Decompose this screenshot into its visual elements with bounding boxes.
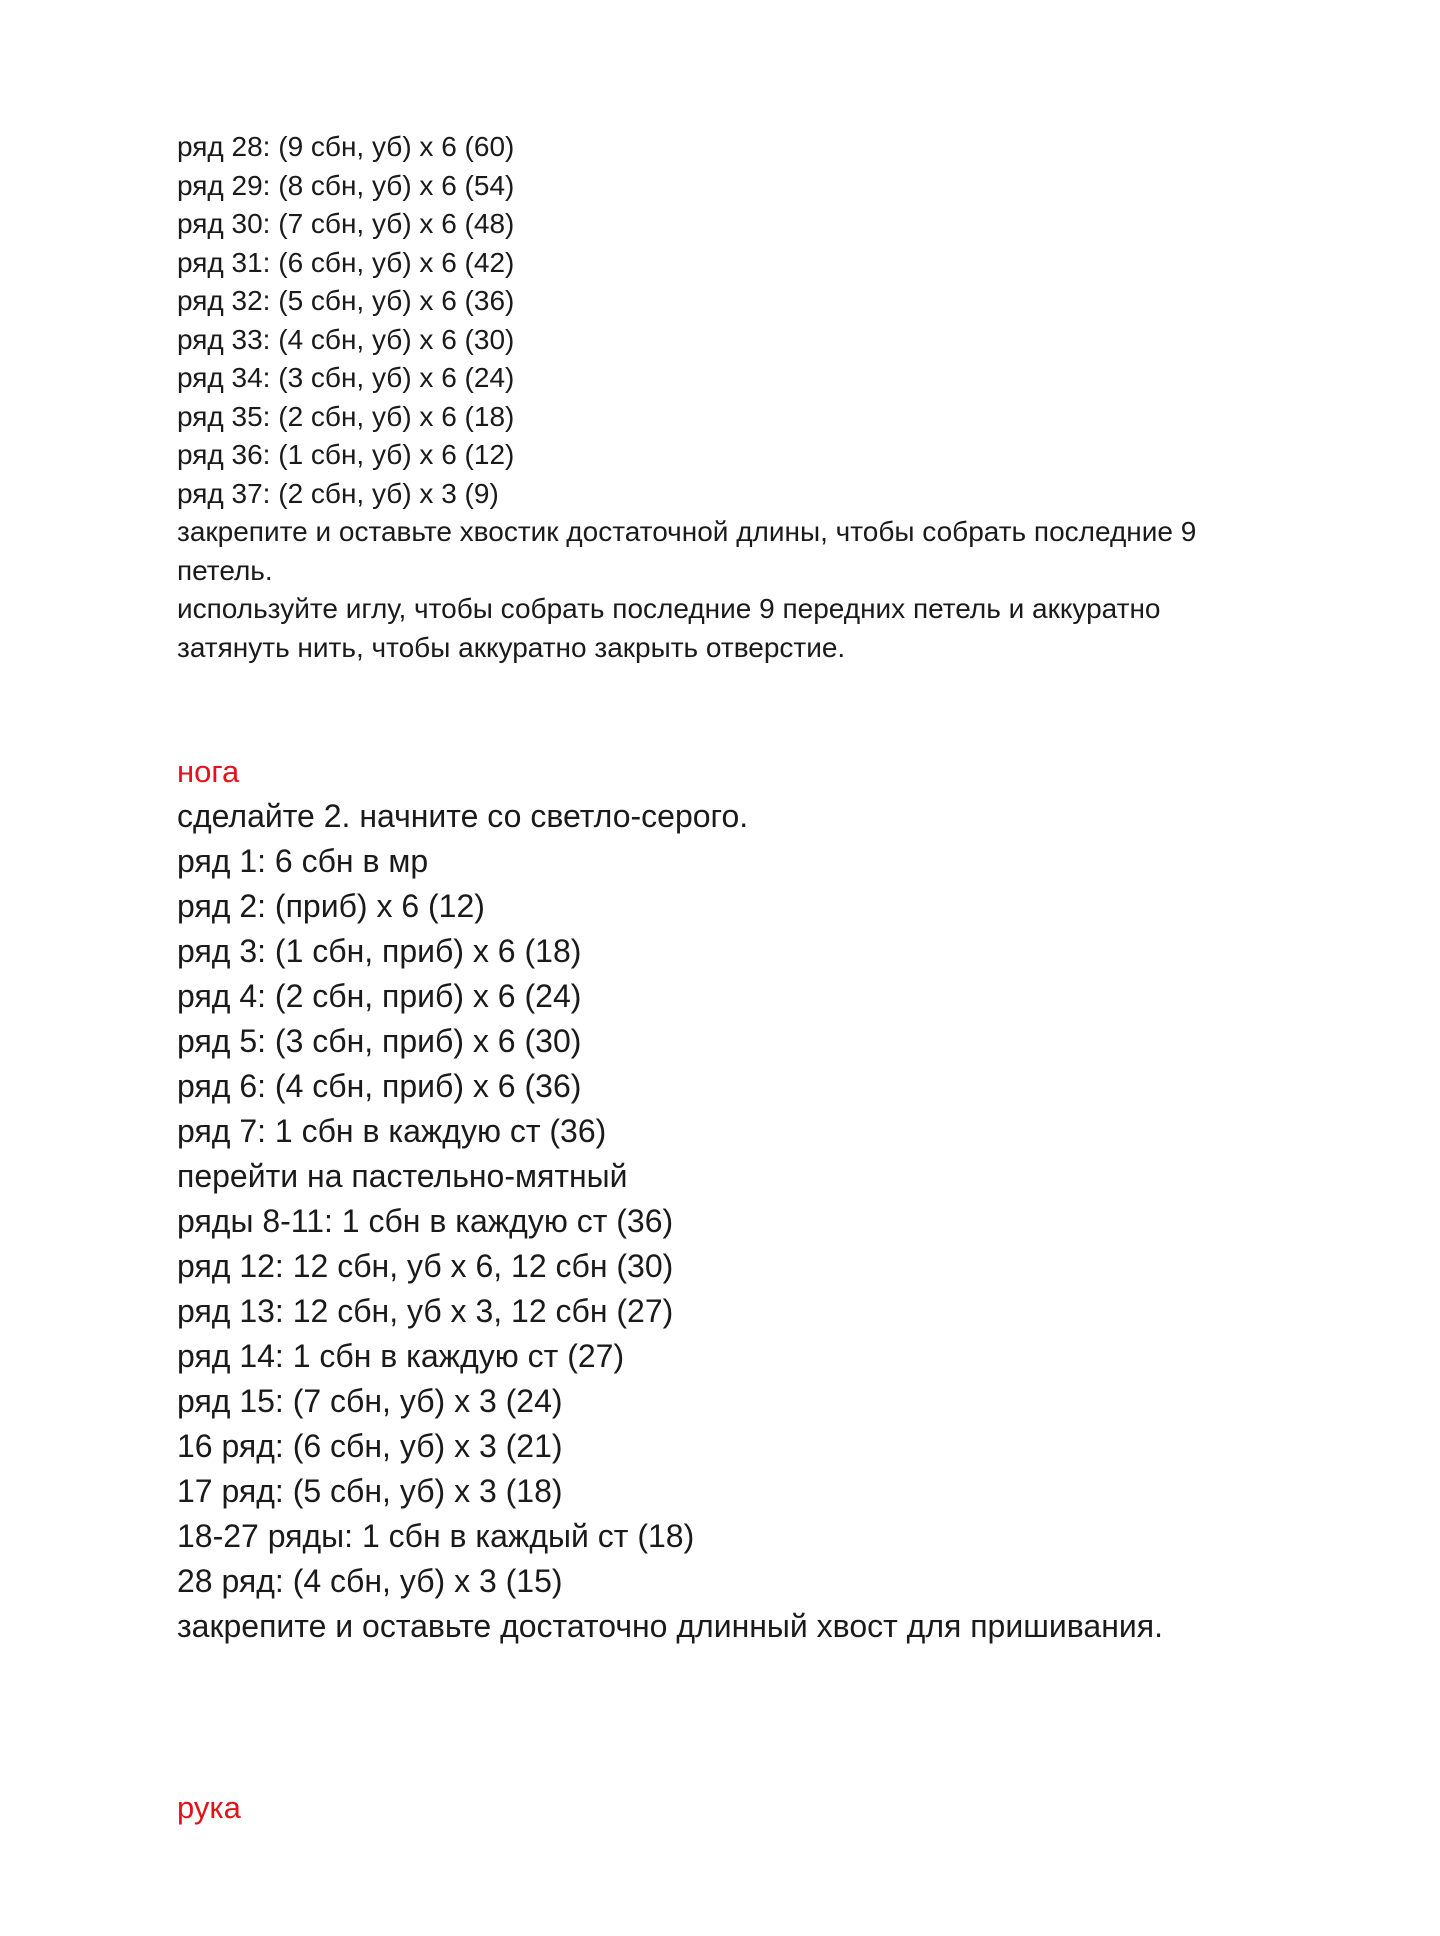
head-finish-instructions — [177, 128, 1277, 667]
leg-row-6: ряд 6: (4 сбн, приб) х 6 (36) — [177, 1068, 582, 1104]
arm-heading: рука — [177, 1790, 241, 1825]
row-35: ряд 35: (2 сбн, уб) х 6 (18) — [177, 400, 515, 432]
leg-instructions — [177, 794, 1317, 1649]
fasten-note: закрепите и оставьте хвостик достаточной длины, чтобы собрать последние 9 петель. — [177, 516, 1197, 586]
leg-row-7: ряд 7: 1 сбн в каждую ст (36) — [177, 1113, 607, 1149]
leg-rows-8-11: ряды 8-11: 1 сбн в каждую ст (36) — [177, 1203, 674, 1239]
row-30: ряд 30: (7 сбн, уб) х 6 (48) — [177, 208, 515, 239]
leg-row-5: ряд 5: (3 сбн, приб) х 6 (30) — [177, 1023, 582, 1059]
row-28: ряд 28: (9 сбн, уб) х 6 (60) — [177, 131, 515, 162]
leg-row-13: ряд 13: 12 сбн, уб х 3, 12 сбн (27) — [177, 1293, 674, 1329]
leg-row-1: ряд 1: 6 сбн в мр — [177, 843, 429, 879]
leg-rows-18-27: 18-27 ряды: 1 сбн в каждый ст (18) — [177, 1518, 695, 1554]
leg-color-change: перейти на пастельно-мятный — [177, 1158, 628, 1194]
row-33: ряд 33: (4 сбн, уб) х 6 (30) — [177, 323, 515, 355]
row-34: ряд 34: (3 сбн, уб) х 6 (24) — [177, 362, 515, 393]
row-37: ряд 37: (2 сбн, уб) х 3 (9) — [177, 477, 499, 509]
row-29: ряд 29: (8 сбн, уб) х 6 (54) — [177, 169, 515, 201]
leg-line-make-two: сделайте 2. начните со светло-серого. — [177, 798, 749, 834]
leg-row-28: 28 ряд: (4 сбн, уб) х 3 (15) — [177, 1563, 563, 1599]
leg-row-4: ряд 4: (2 сбн, приб) х 6 (24) — [177, 978, 582, 1014]
leg-fasten-note: закрепите и оставьте достаточно длинный хвост для пришивания. — [177, 1608, 1163, 1644]
leg-row-3: ряд 3: (1 сбн, приб) х 6 (18) — [177, 933, 582, 969]
leg-row-2: ряд 2: (приб) х 6 (12) — [177, 888, 485, 924]
row-31: ряд 31: (6 сбн, уб) х 6 (42) — [177, 246, 515, 278]
leg-row-17: 17 ряд: (5 сбн, уб) х 3 (18) — [177, 1473, 563, 1509]
leg-row-14: ряд 14: 1 сбн в каждую ст (27) — [177, 1338, 625, 1374]
needle-note: используйте иглу, чтобы собрать последние 9 передних петель и аккуратно затянуть нить, чтобы аккуратно закрыть отверстие. — [177, 593, 1161, 663]
leg-row-16: 16 ряд: (6 сбн, уб) х 3 (21) — [177, 1428, 563, 1464]
leg-heading: нога — [177, 754, 240, 789]
leg-row-12: ряд 12: 12 сбн, уб х 6, 12 сбн (30) — [177, 1248, 674, 1284]
leg-row-15: ряд 15: (7 сбн, уб) х 3 (24) — [177, 1383, 563, 1419]
row-36: ряд 36: (1 сбн, уб) х 6 (12) — [177, 439, 515, 470]
row-32: ряд 32: (5 сбн, уб) х 6 (36) — [177, 285, 515, 316]
